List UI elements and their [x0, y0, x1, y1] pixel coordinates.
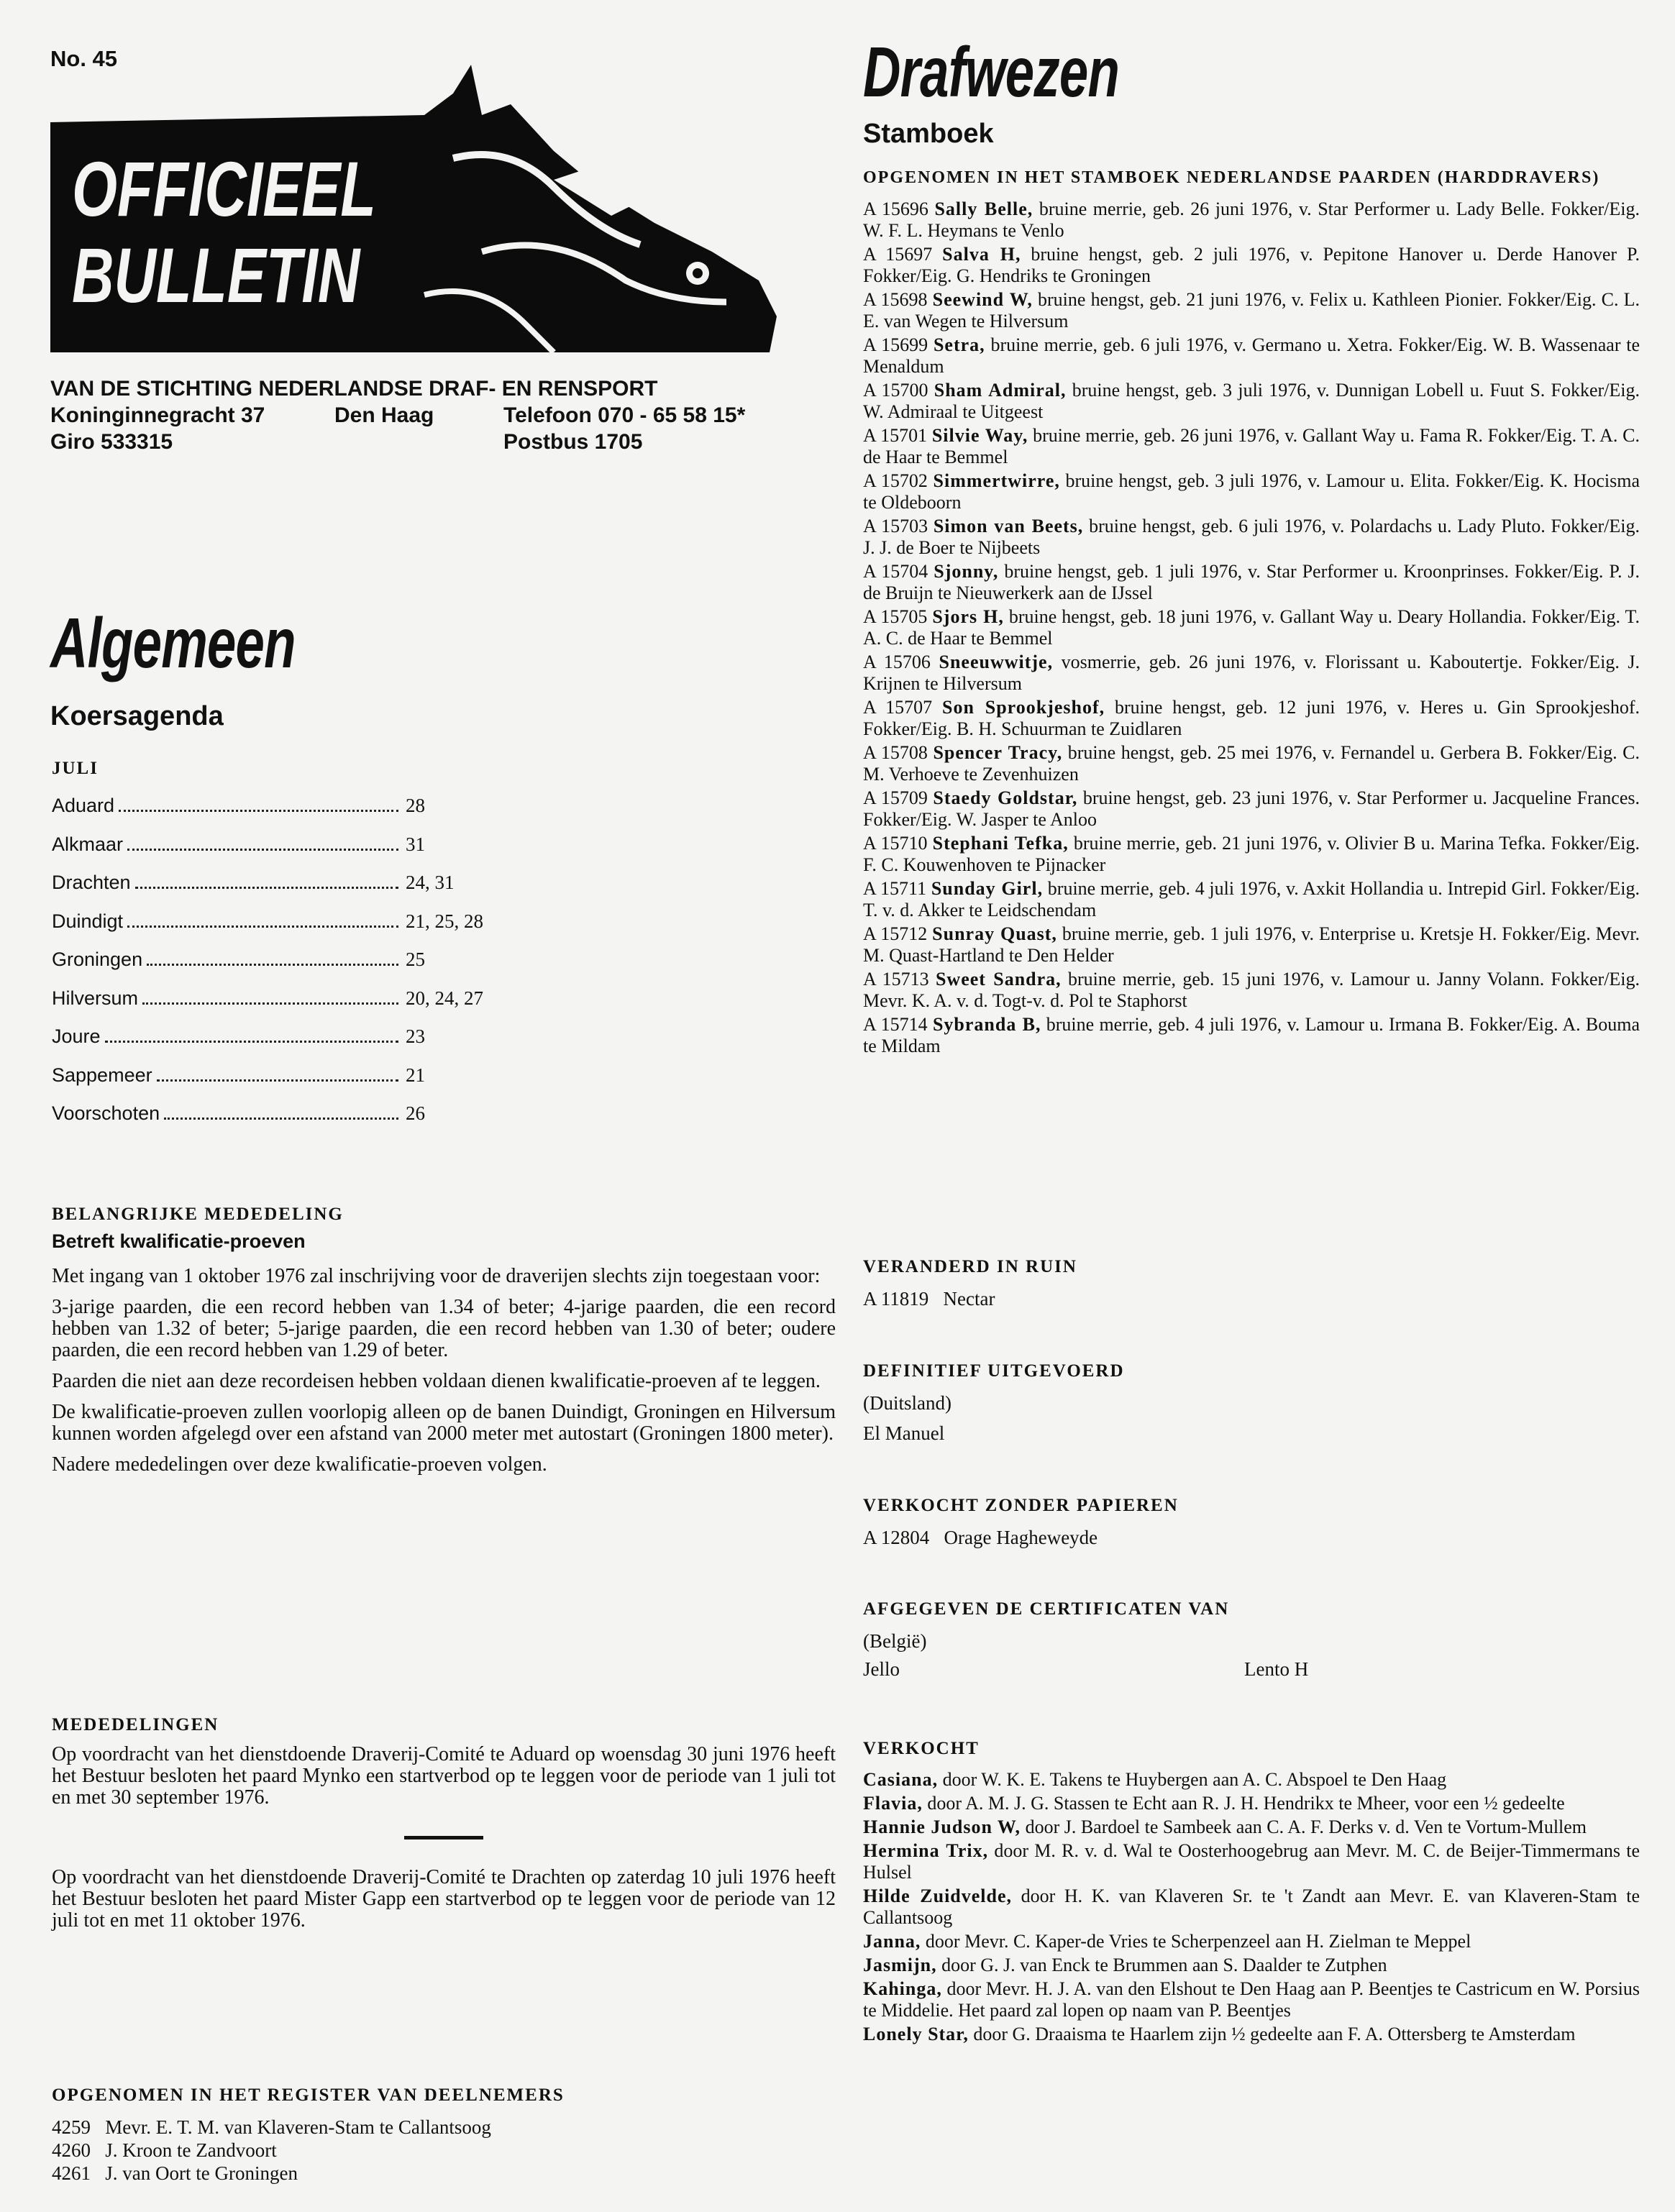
masthead-logo [50, 65, 795, 352]
verkocht-item: Janna, door Mevr. C. Kaper-de Vries te Scherpenzeel aan H. Zielman te Meppel [863, 1931, 1471, 1952]
stamboek-entry: A 15703 Simon van Beets, bruine hengst, geb. 6 juli 1976, v. Polardachs u. Lady Pluto. Fokker/Eig. J. J. de Boer te Nijbeets [863, 516, 1640, 558]
verkocht-item: Lonely Star, door G. Draaisma te Haarlem zijn ½ gedeelte aan F. A. Ottersberg te Amsterdam [863, 2024, 1576, 2044]
verkocht-item: Hermina Trix, door M. R. v. d. Wal te Oosterhoogebrug aan Mevr. M. C. de Beijer-Timmermans te Hulsel [863, 1840, 1640, 1883]
agenda-item: Voorschoten 26 [52, 1102, 425, 1124]
stamboek-entry: A 15710 Stephani Tefka, bruine merrie, geb. 21 juni 1976, v. Olivier B u. Marina Tefka. Fokker/Eig. F. C. Kouwenhoven te Pijnacker [863, 833, 1640, 875]
ruin-heading: VERANDERD IN RUIN [863, 1257, 1077, 1276]
notice-heading: BELANGRIJKE MEDEDELING [52, 1205, 344, 1224]
notice-paragraph: Nadere mededelingen over deze kwalificatie-proeven volgen. [52, 1453, 547, 1476]
notice-paragraph: Met ingang van 1 oktober 1976 zal inschrijving voor de draverijen slechts zijn toegestaan voor: [52, 1265, 821, 1287]
uitgevoerd-section [863, 1361, 1640, 1445]
notice-paragraph: Paarden die niet aan deze recordeisen hebben voldaan dienen kwalificatie-proeven af te leggen. [52, 1370, 821, 1392]
phone: Telefoon 070 - 65 58 15* [503, 403, 746, 427]
stamboek-entry: A 15713 Sweet Sandra, bruine merrie, geb. 15 juni 1976, v. Lamour u. Janny Volann. Fokker/Eig. Mevr. K. A. v. d. Togt-v. d. Pol te Staphorst [863, 969, 1640, 1011]
stamboek-heading: OPGENOMEN IN HET STAMBOEK NEDERLANDSE PAARDEN (HARDDRAVERS) [863, 168, 1600, 187]
mededeling-paragraph: Op voordracht van het dienstdoende Draverij-Comité te Aduard op woensdag 30 juni 1976 heeft het Bestuur besloten het paard Mynko een startverbod op te leggen voor de periode van 1 juli tot en met 30 september 1976. [52, 1743, 836, 1809]
address: Koninginnegracht 37 [50, 403, 265, 427]
uitgevoerd-item: El Manuel [863, 1422, 945, 1444]
stamboek-entry: A 15714 Sybranda B, bruine merrie, geb. 4 juli 1976, v. Lamour u. Irmana B. Fokker/Eig. A. Bouma te Mildam [863, 1014, 1640, 1056]
stamboek-entry: A 15696 Sally Belle, bruine merrie, geb. 26 juni 1976, v. Star Performer u. Lady Belle. Fokker/Eig. W. F. L. Heymans te Venlo [863, 198, 1640, 241]
stamboek-list [863, 167, 1640, 1059]
mededeling-paragraph: Op voordracht van het dienstdoende Draverij-Comité te Drachten op zaterdag 10 juli 1976 heeft het Bestuur besloten het paard Mister Gapp een startverbod op te leggen voor de periode van 12 juli tot en met 11 oktober 1976. [52, 1866, 836, 1932]
postbus: Postbus 1705 [503, 430, 643, 454]
stamboek-entry: A 15698 Seewind W, bruine hengst, geb. 21 juni 1976, v. Felix u. Kathleen Pionier. Fokker/Eig. C. L. E. van Wegen te Hilversum [863, 289, 1640, 332]
ruin-item: A 11819 Nectar [863, 1288, 995, 1310]
stamboek-entry: A 15708 Spencer Tracy, bruine hengst, geb. 25 mei 1976, v. Fernandel u. Gerbera B. Fokker/Eig. C. M. Verhoeve te Zevenhuizen [863, 742, 1640, 785]
agenda-item: Aduard 28 [52, 795, 425, 816]
register-section [52, 2085, 836, 2185]
notice-subheading: Betreft kwalificatie-proeven [52, 1230, 306, 1252]
certificaten-section [863, 1599, 1640, 1681]
certificaten-country: (België) [863, 1630, 927, 1652]
stamboek-entry: A 15700 Sham Admiral, bruine hengst, geb. 3 juli 1976, v. Dunnigan Lobell u. Fuut S. Fokker/Eig. W. Admiraal te Uitgeest [863, 380, 1640, 422]
register-item: 4261 J. van Oort te Groningen [52, 2162, 298, 2184]
agenda-item: Joure 23 [52, 1025, 425, 1047]
notice-paragraph: 3-jarige paarden, die een record hebben van 1.34 of beter; 4-jarige paarden, die een record hebben van 1.32 of beter; 5-jarige paarden, die een record hebben van 1.30 of beter; oudere paarden, die een record hebben van 1.29 of beter. [52, 1296, 836, 1361]
ruin-section [863, 1257, 1640, 1310]
organisation-name: VAN DE STICHTING NEDERLANDSE DRAF- EN RENSPORT [50, 377, 658, 401]
agenda-item: Drachten 24, 31 [52, 872, 455, 893]
stamboek-entry: A 15707 Son Sprookjeshof, bruine hengst, geb. 12 juni 1976, v. Heres u. Gin Sprookjeshof. Fokker/Eig. B. H. Schuurman te Zuidlaren [863, 697, 1640, 739]
organisation-block [50, 375, 791, 455]
notice-paragraph: De kwalificatie-proeven zullen voorlopig alleen op de banen Duindigt, Groningen en Hilversum kunnen worden afgelegd over een afstand van 2000 meter met autostart (Groningen 1800 meter). [52, 1401, 836, 1445]
uitgevoerd-country: (Duitsland) [863, 1392, 951, 1414]
stamboek-entry: A 15711 Sunday Girl, bruine merrie, geb. 4 juli 1976, v. Axkit Hollandia u. Intrepid Girl. Fokker/Eig. T. v. d. Akker te Leidschendam [863, 878, 1640, 920]
giro: Giro 533315 [50, 430, 173, 454]
stamboek-entry: A 15705 Sjors H, bruine hengst, geb. 18 juni 1976, v. Gallant Way u. Deary Hollandia. Fokker/Eig. T. A. C. de Haar te Bemmel [863, 606, 1640, 649]
stamboek-entry: A 15712 Sunray Quast, bruine merrie, geb. 1 juli 1976, v. Enterprise u. Kretsje H. Fokker/Eig. Mevr. M. Quast-Hartland te Den Helder [863, 923, 1640, 966]
verkocht-heading: VERKOCHT [863, 1739, 980, 1758]
section-title-algemeen: Algemeen [50, 603, 296, 682]
mededelingen-section [52, 1715, 836, 1932]
verkocht-item: Jasmijn, door G. J. van Enck te Brummen aan S. Daalder te Zutphen [863, 1955, 1387, 1975]
zonder-papieren-item: A 12804 Orage Hagheweyde [863, 1527, 1098, 1548]
register-heading: OPGENOMEN IN HET REGISTER VAN DEELNEMERS [52, 2085, 565, 2105]
certificaten-heading: AFGEGEVEN DE CERTIFICATEN VAN [863, 1599, 1230, 1619]
agenda-item: Sappemeer 21 [52, 1064, 425, 1086]
agenda-item: Groningen 25 [52, 949, 425, 970]
stamboek-entry: A 15702 Simmertwirre, bruine hengst, geb. 3 juli 1976, v. Lamour u. Elita. Fokker/Eig. K. Hocisma te Oldeboorn [863, 470, 1640, 513]
city: Den Haag [334, 403, 434, 427]
stamboek-entry: A 15701 Silvie Way, bruine merrie, geb. 26 juni 1976, v. Gallant Way u. Fama R. Fokker/Eig. T. A. C. de Haar te Bemmel [863, 425, 1640, 467]
agenda-item: Duindigt 21, 25, 28 [52, 910, 483, 932]
register-item: 4260 J. Kroon te Zandvoort [52, 2139, 277, 2161]
agenda-item: Alkmaar 31 [52, 833, 425, 855]
agenda-item: Hilversum 20, 24, 27 [52, 987, 483, 1009]
masthead-line1: OFFICIEEL [72, 146, 376, 233]
stamboek-entry: A 15706 Sneeuwwitje, vosmerrie, geb. 26 juni 1976, v. Florissant u. Kaboutertje. Fokker/Eig. J. Krijnen te Hilversum [863, 652, 1640, 694]
verkocht-item: Flavia, door A. M. J. G. Stassen te Echt aan R. J. H. Hendrikx te Mheer, voor een ½ gedeelte [863, 1793, 1565, 1814]
register-item: 4259 Mevr. E. T. M. van Klaveren-Stam te Callantsoog [52, 2116, 491, 2138]
race-agenda [52, 795, 512, 1141]
verkocht-item: Casiana, door W. K. E. Takens te Huybergen aan A. C. Abspoel te Den Haag [863, 1769, 1447, 1790]
divider [404, 1836, 483, 1839]
stamboek-entry: A 15704 Sjonny, bruine hengst, geb. 1 juli 1976, v. Star Performer u. Kroonprinses. Fokker/Eig. P. J. de Bruijn te Nieuwerkerk aan de IJssel [863, 561, 1640, 603]
subsection-title-koersagenda: Koersagenda [50, 701, 224, 731]
verkocht-item: Kahinga, door Mevr. H. J. A. van den Elshout te Den Haag aan P. Beentjes te Castricum en W. Porsius te Middelie. Het paard zal lopen op naam van P. Beentjes [863, 1978, 1640, 2021]
verkocht-item: Hannie Judson W, door J. Bardoel te Sambeek aan C. A. F. Derks v. d. Ven te Vortum-Mullem [863, 1816, 1587, 1837]
subsection-title-stamboek: Stamboek [863, 119, 994, 149]
zonder-papieren-heading: VERKOCHT ZONDER PAPIEREN [863, 1496, 1179, 1515]
masthead-line2: BULLETIN [72, 232, 360, 319]
certificaten-items: Jello Lento H [863, 1658, 1309, 1680]
stamboek-entry: A 15709 Staedy Goldstar, bruine hengst, geb. 23 juni 1976, v. Star Performer u. Jacqueline Frances. Fokker/Eig. W. Jasper te Anloo [863, 787, 1640, 830]
verkocht-item: Hilde Zuidvelde, door H. K. van Klaveren Sr. te 't Zandt aan Mevr. E. van Klaveren-Stam te Callantsoog [863, 1886, 1640, 1928]
stamboek-entry: A 15697 Salva H, bruine hengst, geb. 2 juli 1976, v. Pepitone Hanover u. Derde Hanover P. Fokker/Eig. G. Hendriks te Groningen [863, 244, 1640, 286]
zonder-papieren-section [863, 1496, 1640, 1549]
section-title-drafwezen: Drafwezen [863, 32, 1120, 111]
mededelingen-heading: MEDEDELINGEN [52, 1715, 219, 1735]
important-notice [52, 1205, 836, 1476]
stamboek-entry: A 15699 Setra, bruine merrie, geb. 6 juli 1976, v. Germano u. Xetra. Fokker/Eig. W. B. Wassenaar te Menaldum [863, 334, 1640, 377]
verkocht-section [863, 1739, 1640, 2047]
month-heading: JULI [52, 759, 99, 778]
issue-number: No. 45 [50, 46, 118, 71]
uitgevoerd-heading: DEFINITIEF UITGEVOERD [863, 1361, 1125, 1381]
